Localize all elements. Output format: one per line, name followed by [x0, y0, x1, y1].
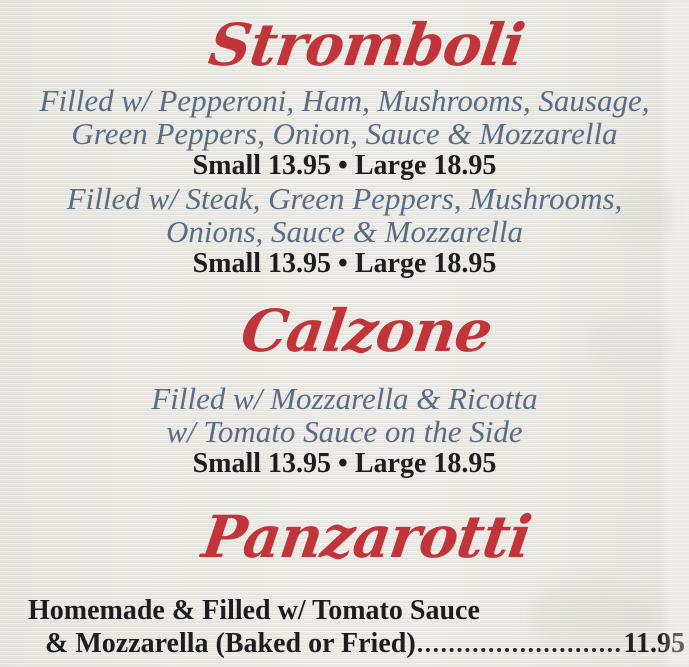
- steak-stromboli-description-line-1: Filled w/ Steak, Green Peppers, Mushrooms,: [66, 181, 623, 216]
- calzone-title: Calzone: [236, 297, 497, 365]
- calzone-description-line-2: w/ Tomato Sauce on the Side: [166, 414, 523, 449]
- panzarotti-item-line-2: [45, 627, 685, 660]
- section-panzarotti: [0, 502, 689, 660]
- section-calzone: [0, 296, 689, 480]
- stromboli-price-line: Small 13.95 • Large 18.95: [192, 150, 497, 181]
- panzarotti-title: Panzarotti: [198, 503, 535, 571]
- stromboli-description-line-1: Filled w/ Pepperoni, Ham, Mushrooms, Sausage,: [39, 83, 650, 118]
- stromboli-description-line-2: Green Peppers, Onion, Sauce & Mozzarella: [71, 116, 618, 151]
- calzone-description-line-1: Filled w/ Mozzarella & Ricotta: [151, 381, 538, 416]
- section-stromboli: [0, 10, 689, 280]
- panzarotti-item-line-1: Homemade & Filled w/ Tomato Sauce: [28, 595, 480, 626]
- steak-stromboli-price-line: Small 13.95 • Large 18.95: [192, 248, 497, 279]
- panzarotti-price: 11.95: [623, 628, 685, 659]
- calzone-price-line: Small 13.95 • Large 18.95: [192, 448, 497, 479]
- steak-stromboli-description-line-2: Onions, Sauce & Mozzarella: [165, 214, 524, 249]
- stromboli-title: Stromboli: [204, 11, 529, 79]
- dot-leader: [418, 648, 620, 652]
- panzarotti-item-text: & Mozzarella (Baked or Fried): [45, 628, 416, 659]
